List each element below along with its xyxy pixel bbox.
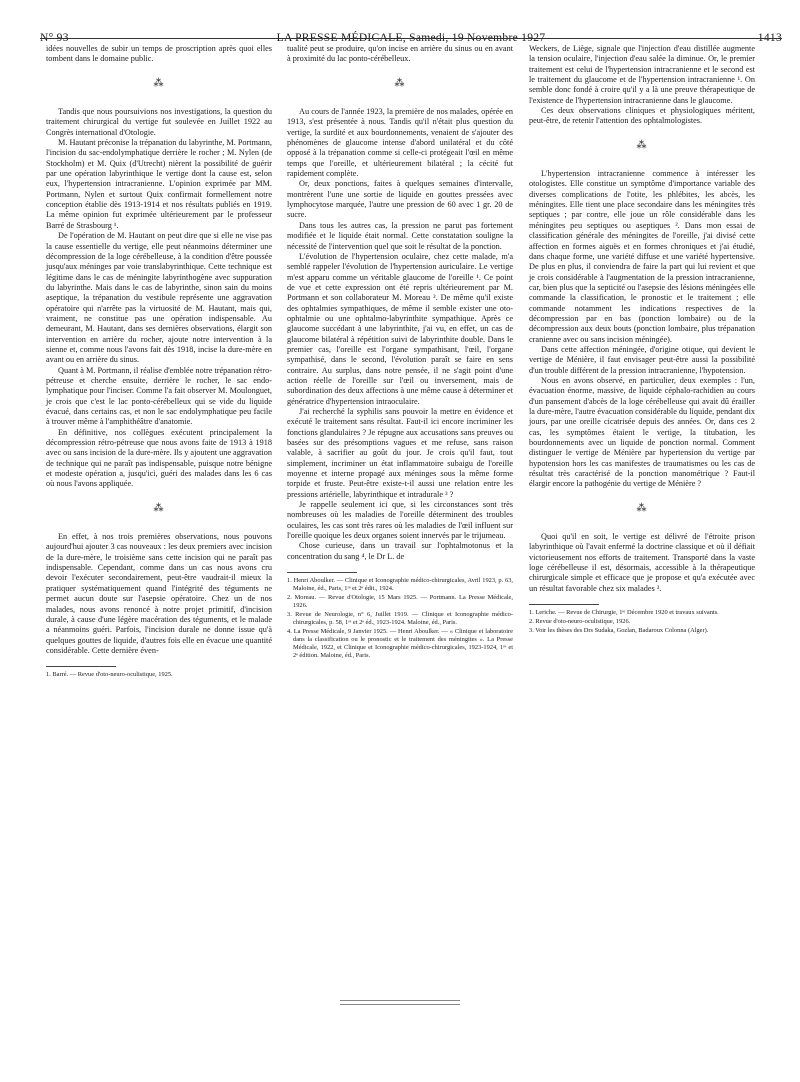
footnote: 1. Henri Aboulker. — Clinique et Iconographie médico-chirurgicales, Avril 1923, p. 63, Maloine, éd., Paris, 1ʳᵉ et 2ᵉ édit., 1924. <box>287 577 513 593</box>
footnote: 1. Leriche. — Revue de Chirurgie, 1ᵉʳ Décembre 1920 et travaux suivants. <box>529 609 719 617</box>
section-separator-asterism: ⁂ <box>636 502 648 514</box>
section-separator-asterism: ⁂ <box>636 139 648 151</box>
paragraph: Chose curieuse, dans un travail sur l'ophtalmotonus et la concentration du sang ⁴, le Dr L. de <box>287 541 513 561</box>
page-number-left: N° 93 <box>40 32 69 44</box>
paragraph: M. Hautant préconise la trépanation du labyrinthe, M. Portmann, l'incision du sac-endolymphatique derrière le rocher ; M. Nylen (de Stockholm) et M. Quix (d'Utrecht) nièrent la possibilité de guérir par une opération labyrinthique le vertige dont la cause est, selon eux, l'hypertension intracranienne. L'opinion exprimée par MM. Portmann, Nylen et surtout Quix confirmait formellement notre conception établie dès 1913-1914 et nos résultats publiés en 1919. La même opinion fut exprimée ultérieurement par le professeur Barré de Strasbourg ¹. <box>46 138 272 230</box>
paragraph: L'évolution de l'hypertension oculaire, chez cette malade, m'a semblé rappeler l'évolution de l'hypertension auriculaire. Le vertige m'est apparu comme un véritable glaucome de l'oreille ¹. Ce point de vue et cette expression ont été repris ultérieurement par M. Portmann et son collaborateur M. Moreau ². De même qu'il existe des ophtalmies sympathiques, de même il semble exister une oto-ophtalmie ou une ophtalmo-labyrinthite sympathique. Après ce glaucome succédant à une labyrinthite, j'ai vu, en effet, un cas de glaucome bilatéral à répétition suivi de labyrinthite double. Dans le premier cas, l'oreille est l'organe sympathisant, l'œil, l'organe sympathisé, dans le second, l'évolution paraît se faire en sens contraire. Au surplus, dans notre pensée, il ne s'agit point d'une action réelle de l'oreille sur l'œil ou inversement, mais de subordination des deux affections à une même cause à déterminer et génératrice d'hypertension intraoculaire. <box>287 251 513 406</box>
section-separator-asterism: ⁂ <box>153 502 165 514</box>
paragraph: L'hypertension intracranienne commence à intéresser les otologistes. Elle constitue un symptôme d'importance variable des diverses complications de l'otite, les phlébites, les abcès, les méningites. Elle tient une place secondaire dans les méningites très septiques ; par contre, elle joue un rôle considérable dans les méningites peu septiques ou aseptiques ². Dans mon essai de classification générale des méningites de l'oreille, j'ai divisé cette affection en formes aiguës et en formes chroniques et j'ai étudié, dans chaque forme, une variété diffuse et une variété hypertensive. De plus en plus, il conviendra de faire la part qui lui revient et que je crois considérable à l'augmentation de la pression intracranienne, car, bien plus que la septicité ou l'asepsie des lésions méningées elle commande la classification, le pronostic et le traitement ; elle commande notamment les indications respectives de la décompression par en bas (ponction lombaire) ou de la décompression aux deux bouts (ponction lombaire, plus trépanation cranienne avec ou sans incision méningée). <box>529 169 755 344</box>
footnote: 2. Moreau. — Revue d'Otologie, 15 Mars 1925. — Portmann. La Presse Médicale, 1926. <box>287 594 513 610</box>
column-1 <box>46 44 272 680</box>
column-2 <box>287 44 513 661</box>
section-separator-asterism: ⁂ <box>153 77 165 89</box>
paragraph: J'ai recherché la syphilis sans pouvoir la mettre en évidence et exécuté le traitement sans résultat. Faut-il ici encore incriminer les fonctions glandulaires ? Je répugne aux accusations sans preuves ou basées sur des présomptions vagues et me refuse, sans raison valable, à sacrifier au goût du jour. Je crois qu'il faut, tout simplement, incriminer un état inflammatoire subaigu de l'oreille moyenne et interne propagé aux méninges sous la même forme torpide et fruste. Peut-être existe-t-il aussi une relation entre les pressions artérielle, labyrinthique et intradurale ³ ? <box>287 407 513 499</box>
paragraph: Dans cette affection méningée, d'origine otique, qui devient le vertige de Ménière, il faut envisager peut-être aussi la possibilité d'un trouble différent de la pression intracranienne, l'hypotension. <box>529 344 755 375</box>
paragraph: Je rappelle seulement ici que, si les circonstances sont très nombreuses où les maladies de l'oreille déterminent des troubles oculaires, les cas sont très rares où les maladies de l'œil influent sur l'oreille quoique les deux organes soient innervés par le trijumeau. <box>287 500 513 541</box>
paragraph: De l'opération de M. Hautant on peut dire que si elle ne vise pas la cause essentielle du vertige, elle peut néanmoins déterminer une décompression de la loge cérébelleuse, à la condition d'être poussée jusqu'aux méninges par voie translabyrinthique. Cette technique est légitime dans le cas de méningite labyrinthogène avec suppuration du labyrinthe. Mais dans le cas de labyrinthe, sinon sain du moins aseptique, la trépanation du vestibule représente une aggravation opératoire qui n'arrête pas la virtuosité de M. Hautant, mais qui, vraiment, ne constitue pas une opération indispensable. Au demeurant, M. Hautant, dans ses dernières observations, élargit son intervention en arrière du rocher, ajoute notre intervention à la sienne et, comme nous l'avons fait dès 1918, incise la dure-mère en avant ou en arrière du sinus. <box>46 231 272 365</box>
paragraph: Quant à M. Portmann, il réalise d'emblée notre trépanation rétro-pétreuse et cherche ensuite, derrière le rocher, le sac endo-lymphatique pour l'inciser. Comme l'a fait observer M. Moulonguet, je crois que c'est le lac ponto-cérébelleux qui se vide du liquide évacué, dans certains cas, et non le sac endolymphatique peu facile à trouver même à l'amphithéâtre d'anatomie. <box>46 365 272 427</box>
footnotes <box>46 671 272 679</box>
footnotes <box>287 577 513 660</box>
footnote: 4. La Presse Médicale, 9 Janvier 1925. — Henri Aboulker. — « Clinique et laboratoire dans la classification ou le pronostic et le traitement des méningites ». La Presse Médicale, 1922, et Clinique et Iconographie médico-chirurgicales, 1923-1924, 1ʳᵉ et 2ᵉ édition. Maloine, éd., Paris. <box>287 628 513 660</box>
footnote-rule <box>46 666 116 667</box>
paragraph: Nous en avons observé, en particulier, deux exemples : l'un, évacuation énorme, massive, de liquide céphalo-rachidien au cours d'un pansement d'abcès de la loge cérébelleuse qui avait dû érailler la dure-mère, l'autre évacuation considérable du liquide, pendant dix jours, par une oreille cicatrisée depuis des années. Or, dans ces 2 cas, les symptômes étaient le vertige, la titubation, les bourdonnements avec un liquide de ponction normal. Comment distinguer le vertige de Ménière par hypertension du vertige par hypotension hors les cas manifestes de traumatismes ou les cas de résultat très caractérisé de la ponction manométrique ? Faut-il élargir encore la pathogénie du vertige de Ménière ? <box>529 375 755 489</box>
paragraph: tualité peut se produire, qu'on incise en arrière du sinus ou en avant à proximité du lac ponto-cérébelleux. <box>287 44 513 64</box>
paragraph: Ces deux observations cliniques et physiologiques méritent, peut-être, de retenir l'attention des ophtalmologistes. <box>529 106 755 126</box>
header-rule <box>40 38 782 39</box>
paragraph: Quoi qu'il en soit, le vertige est délivré de l'étroite prison labyrinthique où l'avait enfermé la doctrine classique et où il défiait victorieusement nos efforts de traitement. Transporté dans la vaste loge cérébelleuse il est, désormais, accessible à la thérapeutique chirurgicale simple et efficace que je propose et qu'a exécutée avec un résultat favorable chez six malades ³. <box>529 532 755 593</box>
column-3 <box>529 44 755 636</box>
paragraph: Dans tous les autres cas, la pression ne parut pas fortement modifiée et le liquide était normal. Cette constatation souligne la nécessité de l'intervention quel que soit le résultat de la ponction. <box>287 220 513 251</box>
page-number-right: 1413 <box>757 32 782 44</box>
footnotes <box>529 609 755 635</box>
paragraph: En définitive, nos collègues exécutent principalement la décompression rétro-pétreuse que nous avons faite de 1913 à 1918 avec ou sans incision de la dure-mère. Ils y ajoutent une aggravation de technique qui ne paraît pas indispensable, puisque notre bénigne et modeste opération a, jusqu'ici, guéri des malades dans les 6 cas où nous l'avons appliquée. <box>46 427 272 489</box>
journal-title: LA PRESSE MÉDICALE, Samedi, 19 Novembre 1927 <box>276 32 546 44</box>
footnote-rule <box>287 572 357 573</box>
footnote: 2. Revue d'oto-neuro-oculistique, 1926. <box>529 618 631 626</box>
paragraph: Au cours de l'année 1923, la première de nos malades, opérée en 1913, s'est présentée à nous. Tandis qu'il n'était plus question du vertige, la surdité et aux bourdonnements, venaient de s'ajouter des phénomènes de glaucome intense d'abord unilatéral et du côté opposé à la trépanation comme si celle-ci protégeait l'œil en même temps que l'oreille, et ultérieurement bilatéral ; la cécité fut rapidement complète. <box>287 107 513 179</box>
footnote: 3. Voir les thèses des Drs Sudaka, Gozlan, Badaroux Colonna (Alger). <box>529 627 709 635</box>
paragraph: Or, deux ponctions, faites à quelques semaines d'intervalle, montrèrent l'une une sortie de liquide en gouttes pressées avec lymphocytose marquée, l'autre une pression de 60 avec 1 gr. 20 de sucre. <box>287 179 513 220</box>
page-header <box>40 14 782 44</box>
footnote: 3. Revue de Neurologie, n° 6, Juillet 1919. — Clinique et Iconographie médico-chirurgicales, p. 58, 1ʳᵉ et 2ᵉ éd., 1923-1924. Maloine, éd., Paris. <box>287 611 513 627</box>
paragraph: En effet, à nos trois premières observations, nous pouvons aujourd'hui ajouter 3 cas nouveaux : les deux premiers avec incision de la dure-mère, le troisième sans cette incision qui ne paraît pas indispensable. Cependant, comme dans un cas nous avons cru devoir l'exécuter secondairement, peut-être vaudrait-il mieux la pratiquer systématiquement quand l'intégrité des téguments ne permet aucun doute sur l'asepsie opératoire. Chez un de nos malades, nous avons renoncé à notre projet primitif, d'incision durale, à cause d'une légère macération des téguments, et le malade a néanmoins guéri. Parfois, l'incision durale ne donne issue qu'à quelques gouttes de liquide, d'autres fois elle en évacue une quantité considérable. Cette dernière éven- <box>46 532 272 655</box>
bottom-rule <box>340 1004 460 1005</box>
bottom-rule <box>340 1000 460 1001</box>
section-separator-asterism: ⁂ <box>394 77 406 89</box>
footnote: 1. Barré. — Revue d'oto-neuro-oculistique, 1925. <box>46 671 173 679</box>
paragraph: Tandis que nous poursuivions nos investigations, la question du traitement chirurgical du vertige fut soulevée en Juillet 1922 au Congrès international d'Otologie. <box>46 107 272 137</box>
footnote-rule <box>529 604 599 605</box>
paragraph: Weckers, de Liège, signale que l'injection d'eau distillée augmente la tension oculaire, l'injection d'eau salée la diminue. Or, le premier traitement est celui de l'hypertension intracranienne et le second est le traitement du glaucome et de l'hypertension intracranienne ¹. On semble donc fondé à croire qu'il y a là une preuve thérapeutique de l'existence de l'hypertension intracranienne dans le glaucome. <box>529 44 755 105</box>
paragraph: idées nouvelles de subir un temps de proscription après quoi elles tombent dans le domaine public. <box>46 44 272 64</box>
